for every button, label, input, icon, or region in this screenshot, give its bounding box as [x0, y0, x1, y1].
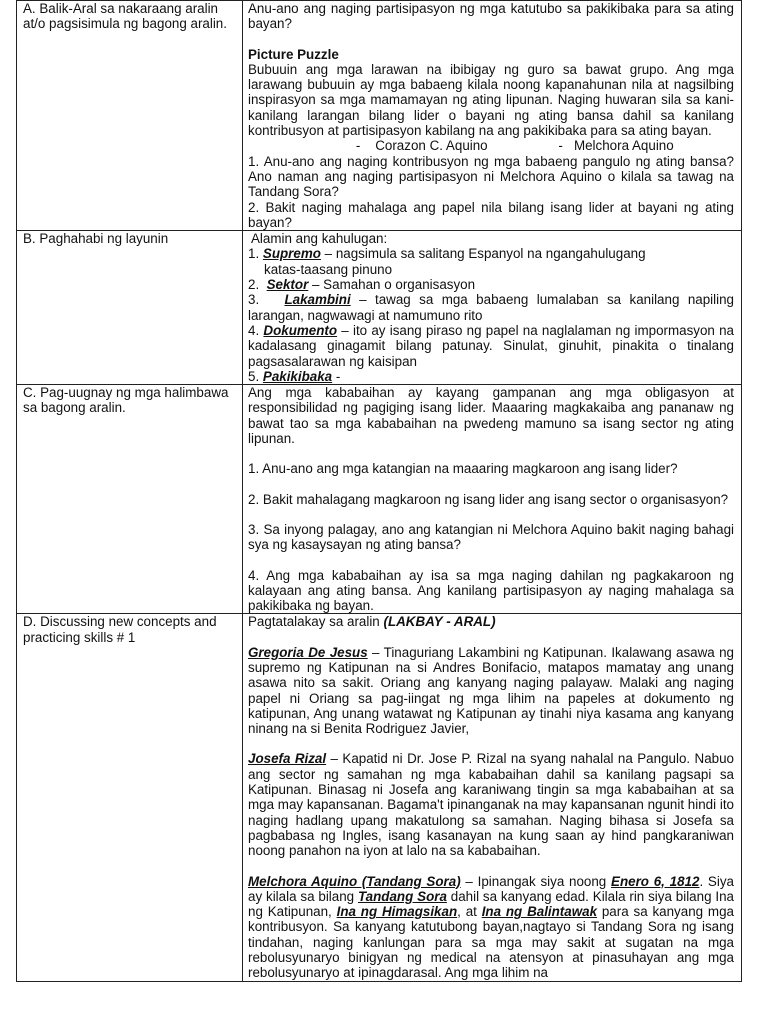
ina-ng-balintawak-term: Ina ng Balintawak	[481, 904, 598, 920]
row-c-intro: Ang mga kababaihan ay kayang gampanan ang mga obligasyon at responsibilidad ng pagiging isang lider. Maaaring magkakaiba ang pananaw ng bawat tao sa mga kababaihan na pwedeng mamuno sa isang sector ng ating lipunan.	[248, 385, 734, 447]
row-a-q2: 2. Bakit naging mahalaga ang papel nila bilang isang lider at bayani ng ating bayan?	[248, 199, 734, 230]
melchora-birthdate: Enero 6, 1812	[611, 873, 700, 889]
gregoria-name: Gregoria De Jesus	[248, 644, 368, 660]
row-d-heading: Pagtatalakay sa aralin (LAKBAY - ARAL)	[248, 614, 496, 630]
lesson-plan-table	[16, 0, 742, 982]
row-d-content	[243, 614, 742, 981]
row-a	[17, 1, 742, 231]
row-c-q2: 2. Bakit mahalagang magkaroon ng isang lider ang isang sector o organisasyon?	[248, 491, 729, 507]
term-sektor: Sektor	[266, 277, 309, 293]
josefa-paragraph: Josefa Rizal – Kapatid ni Dr. Jose P. Rizal na syang nahalal na Pangulo. Nabuo ang sector ng samahan ng mga kababaihan dahil sa kanilang pagsapi sa Katipunan. Binasag ni Josefa ang karaniwang tingin sa mga kababaihan at sa mga may kapansanan. Bagama't ipinanganak na may kapansanan ngunit hindi ito naging hadlang upang makatulong sa samahan. Naging bihasa si Josefa sa pagbabasa ng Ingles, isang kasanayan na kung saan ay hind pangkaraniwan noong panahon na iyon at lalo na sa kababaihan.	[248, 751, 734, 859]
term-1: 1. Supremo – nagsimula sa salitang Espanyol na ngangahulugang	[248, 246, 646, 262]
row-d-label: D. Discussing new concepts and practicing skills # 1	[17, 614, 243, 981]
term-1-def-cont: katas-taasang pinuno	[264, 261, 393, 277]
picture-puzzle-text: Bubuuin ang mga larawan na ibibigay ng guro sa bawat grupo. Ang mga larawang bubuuin ay mga babaeng kilala noong kapanahunan nila at nagsilbing inspirasyon sa mga mamamayan ng ating lipunan. Naging huwaran sila sa kani-kanilang larangan bilang lider o bayani ng ating bansa dahil sa kanilang kontribusyon at partisipasyon kabilang na ang pakikibaka para sa ating bayan.	[248, 61, 734, 139]
term-supremo: Supremo	[262, 246, 321, 262]
term-3: 3. Lakambini – tawag sa mga babaeng lumalaban sa kanilang napiling larangan, nagwawagi at namumuno rito	[248, 292, 734, 323]
row-c-q3: 3. Sa inyong palagay, ano ang katangian ni Melchora Aquino bakit naging bahagi sya ng kasaysayan ng ating bansa?	[248, 521, 734, 553]
row-b-label: B. Paghahabi ng layunin	[17, 231, 243, 385]
row-a-label: A. Balik-Aral sa nakaraang aralin at/o pagsisimula ng bagong aralin.	[17, 1, 243, 231]
lakbay-aral-label: (LAKBAY - ARAL)	[383, 614, 496, 630]
ina-ng-himagsikan-term: Ina ng Himagsikan	[336, 904, 458, 920]
josefa-name: Josefa Rizal	[248, 751, 327, 767]
term-2: 2. Sektor – Samahan o organisasyon	[248, 277, 476, 293]
term-5: 5. Pakikibaka -	[248, 368, 341, 384]
picture-names: - Corazon C. Aquino - Melchora Aquino	[248, 138, 674, 154]
row-c-q4: 4. Ang mga kababaihan ay isa sa mga naging dahilan ng pagkakaroon ng kalayaan ang ating bansa. Ang kanilang partisipasyon ay naging mahalaga sa pakikibaka ng bayan.	[248, 567, 734, 614]
row-c-content	[243, 385, 742, 614]
row-b-intro: Alamin ang kahulugan:	[248, 231, 388, 247]
term-lakambini: Lakambini	[284, 292, 351, 308]
lesson-plan-document	[16, 0, 742, 982]
row-d	[17, 614, 742, 981]
term-dokumento: Dokumento	[263, 322, 338, 338]
row-a-content	[243, 1, 742, 231]
term-4: 4. Dokumento – ito ay isang piraso ng papel na naglalaman ng impormasyon na kadalasang ginagamit bilang patunay. Sinulat, ginuhit, pinakita o tinalang pagsasalarawan ng kaisipan	[248, 322, 734, 369]
gregoria-paragraph: Gregoria De Jesus – Tinaguriang Lakambini ng Katipunan. Ikalawang asawa ng supremo ng Katipunan na si Andres Bonifacio, matapos mamatay ang unang asawa nito sa sakit. Oriang ang kanyang naging palayaw. Malaki ang naging papel ni Oriang sa pag-iingat ng mga lihim na papeles at dokumento ng katipunan, Ang unang watawat ng Katipunan ay tinahi niya kasama ang kanyang ninang na si Benita Rodriguez Javier,	[248, 644, 734, 737]
row-c-q1: 1. Anu-ano ang mga katangian na maaaring magkaroon ang isang lider?	[248, 461, 678, 477]
row-b	[17, 231, 742, 385]
row-b-content	[243, 231, 742, 385]
row-c	[17, 385, 742, 614]
row-a-question: Anu-ano ang naging partisipasyon ng mga katutubo sa pakikibaka para sa ating bayan?	[248, 1, 734, 32]
melchora-paragraph: Melchora Aquino (Tandang Sora) – Ipinangak siya noong Enero 6, 1812. Siya ay kilala sa bilang Tandang Sora dahil sa kanyang edad. Kilala rin siya bilang Ina ng Katipunan, Ina ng Himagsikan, at Ina ng Balintawak para sa kanyang mga kontribusyon. Sa kanyang katutubong bayan,nagtayo si Tandang Sora ng isang tindahan, naging kanlungan para sa mga may sakit at sugatan na mga rebolusyunaryo binigyan ng medical na atensyon at pinasuhayan ang mga rebolusyunaryo at ipinagdarasal. Ang mga lihim na	[248, 873, 734, 981]
picture-puzzle-title: Picture Puzzle	[248, 46, 339, 62]
melchora-name: Melchora Aquino (Tandang Sora)	[248, 873, 461, 889]
row-c-label: C. Pag-uugnay ng mga halimbawa sa bagong aralin.	[17, 385, 243, 614]
row-a-q1: 1. Anu-ano ang naging kontribusyon ng mga babaeng pangulo ng ating bansa? Ano naman ang naging partisipasyon ni Melchora Aquino o kilala sa tawag na Tandang Sora?	[248, 153, 734, 200]
tandang-sora-term: Tandang Sora	[357, 888, 447, 904]
term-pakikibaka: Pakikibaka	[262, 368, 333, 384]
